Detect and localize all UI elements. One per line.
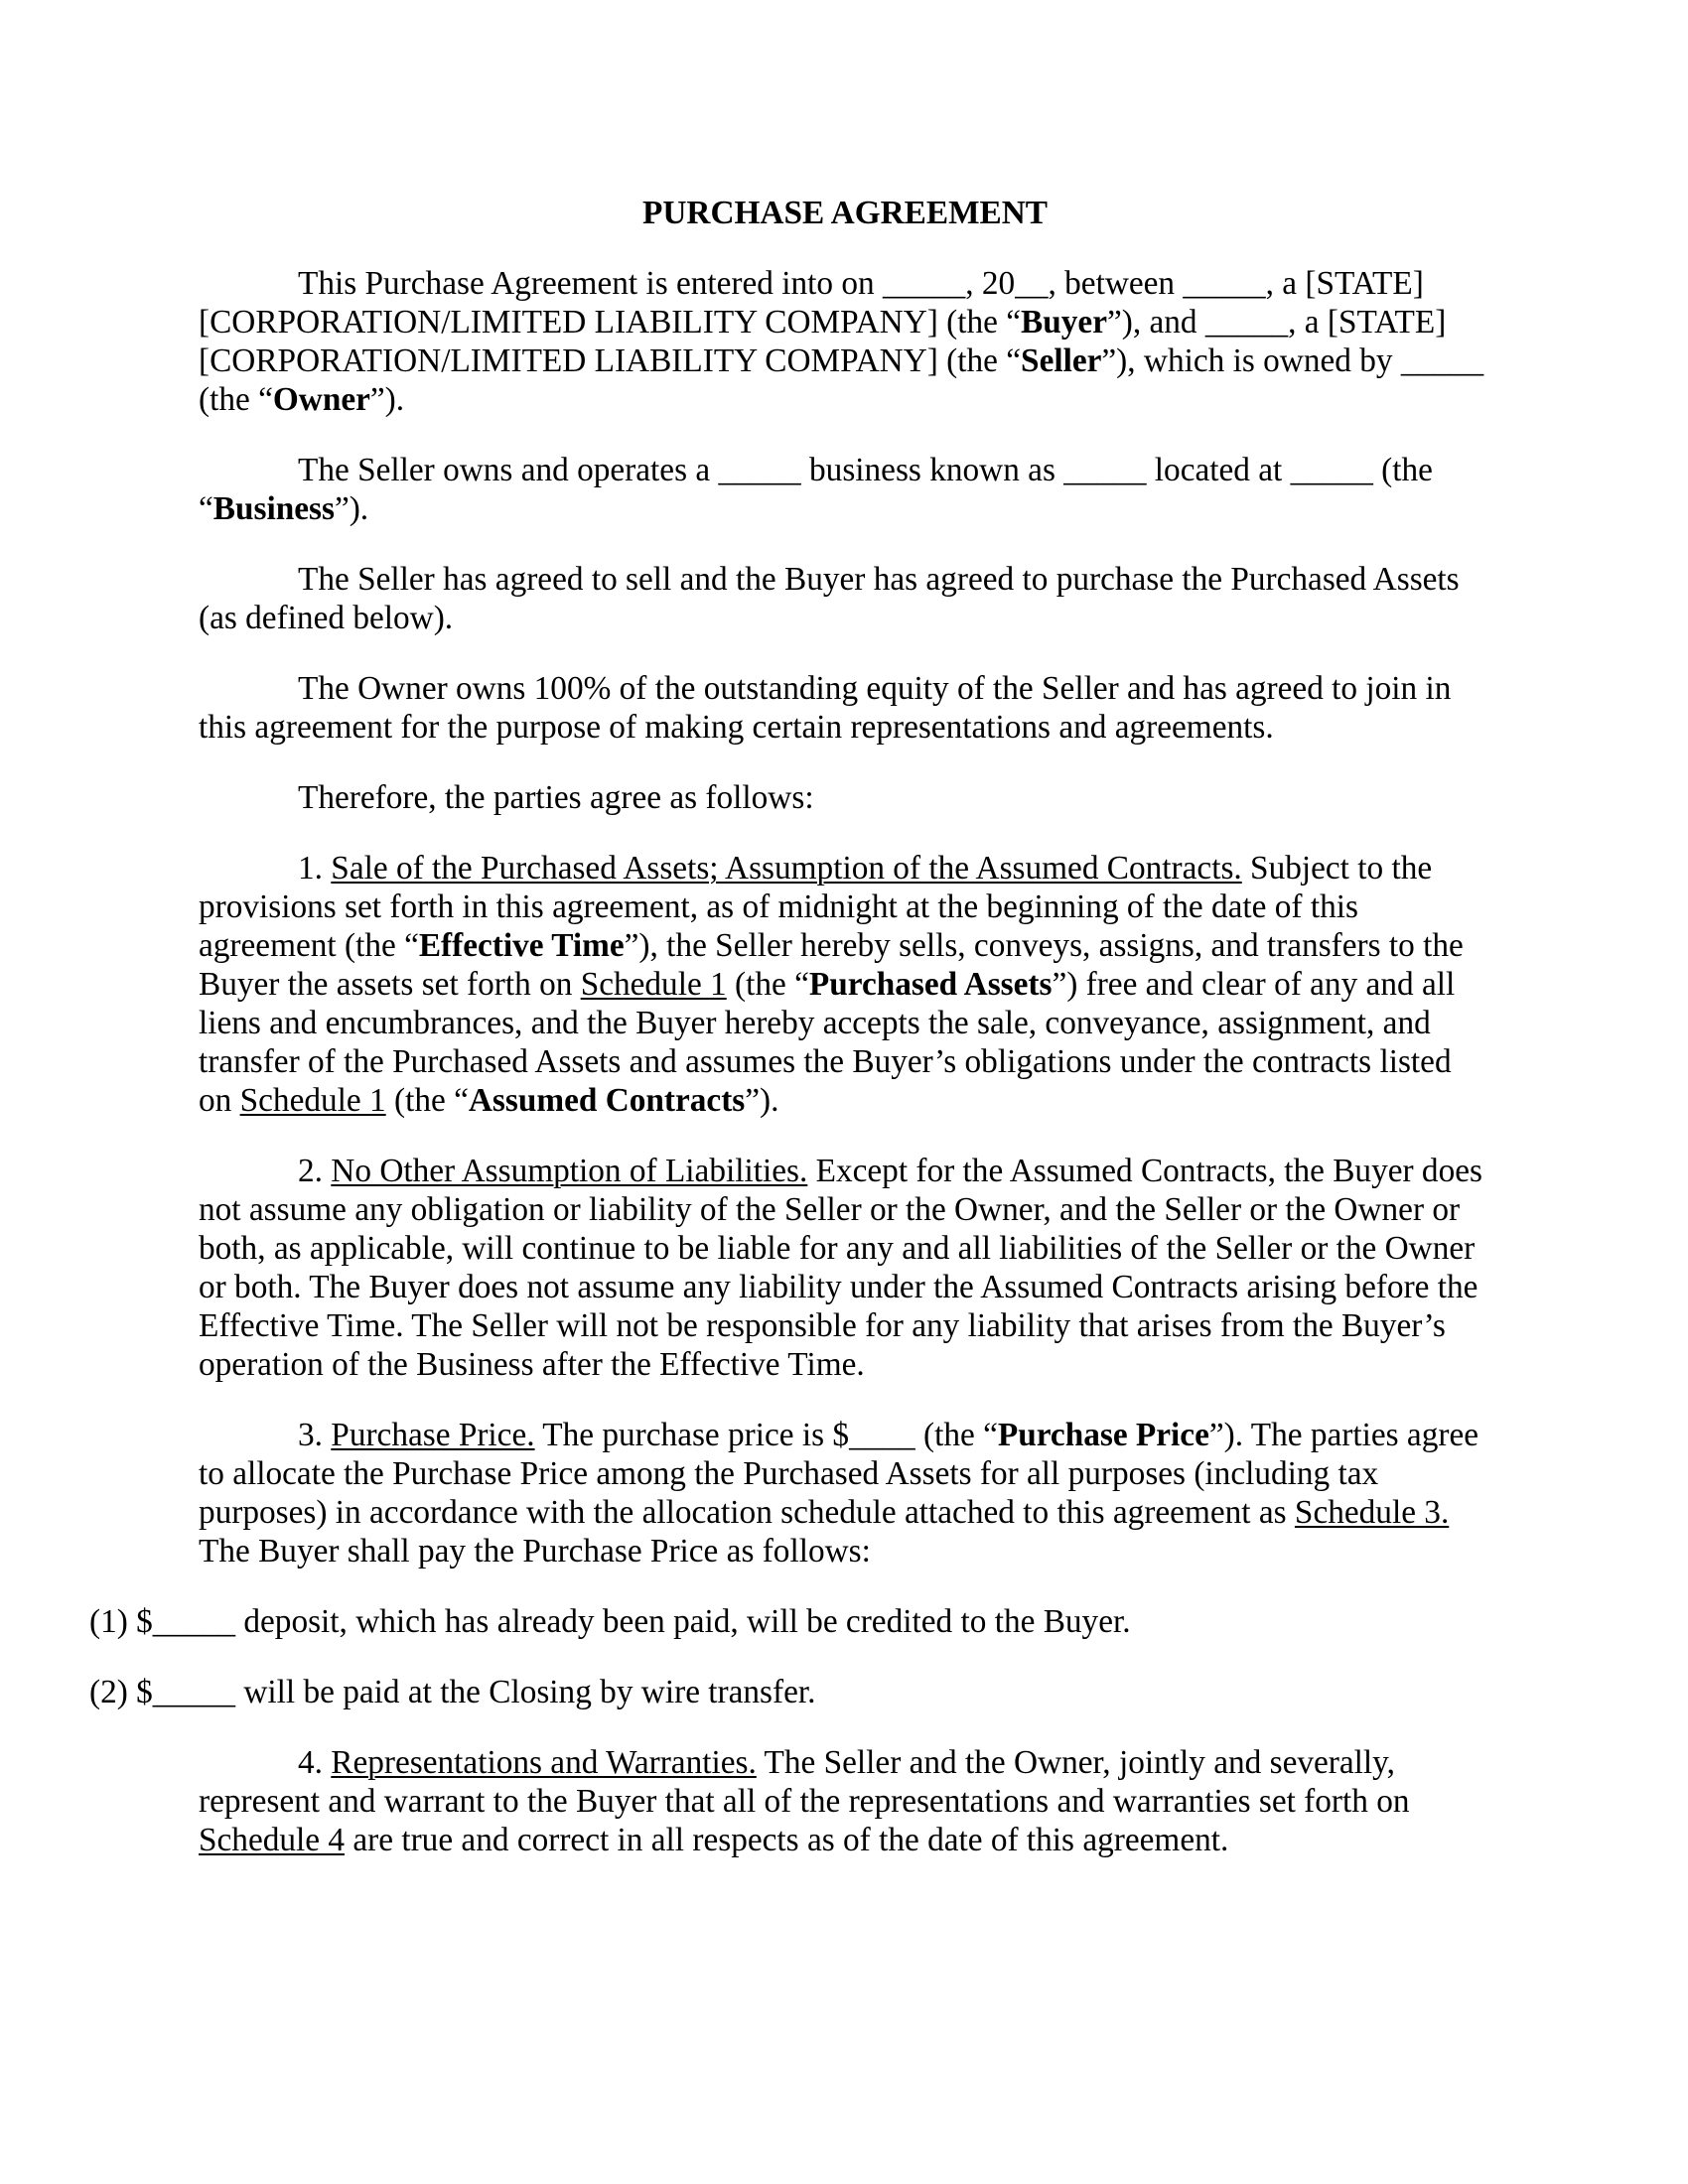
text-run: are true and correct in all respects as of the date of this agreement. xyxy=(345,1822,1229,1858)
text-run: The purchase price is $____ (the “ xyxy=(534,1417,998,1453)
text-run: 2. xyxy=(298,1153,332,1189)
text-run: Except for the Assumed Contracts, the Buyer does not assume any obligation or liability of the Seller or the Owner, and the Seller or the Owner or both, as applicable, will continue to be liable for any and all liabilities of the Seller or the Owner or both. The Buyer does not assume any liability under the Assumed Contracts arising before the Effective Time. The Seller will not be responsible for any liability that arises from the Buyer’s operation of the Business after the Effective Time. xyxy=(199,1153,1482,1383)
paragraph-business-recital xyxy=(199,451,1491,528)
section-1-sale-of-purchased-assets xyxy=(199,849,1491,1120)
paragraph-owner-recital xyxy=(199,669,1491,747)
text-run: (the “ xyxy=(726,966,809,1003)
text-run: ”). The parties agree to allocate the Purchase Price among the Purchased Assets for all purposes (including tax purposes) in accordance with the allocation schedule attached to this agreement as xyxy=(199,1417,1478,1531)
text-run: 3. xyxy=(298,1417,332,1453)
underlined-heading: Schedule 1 xyxy=(239,1082,386,1119)
defined-term: Buyer xyxy=(1021,304,1107,341)
defined-term: Seller xyxy=(1021,342,1102,379)
text-run: The Seller owns and operates a _____ business known as _____ located at _____ (the “ xyxy=(199,452,1433,527)
underlined-heading: Representations and Warranties. xyxy=(331,1744,757,1781)
text-run: ”). xyxy=(745,1082,779,1119)
text-run: Subject to the provisions set forth in this agreement, as of midnight at the beginning of the date of this agreement (the “ xyxy=(199,850,1433,964)
document-title: PURCHASE AGREEMENT xyxy=(642,195,1048,231)
text-run: (1) $_____ deposit, which has already been paid, will be credited to the Buyer. xyxy=(89,1603,1131,1640)
text-run: This Purchase Agreement is entered into on _____, 20__, between _____, a [STATE] [CORPORATION/LIMITED LIABILITY COMPANY] (the “ xyxy=(199,265,1424,341)
defined-term: Assumed Contracts xyxy=(468,1082,746,1119)
text-run: (the “ xyxy=(385,1082,469,1119)
defined-term: Effective Time xyxy=(418,927,625,964)
paragraph-therefore xyxy=(199,778,1491,817)
text-run: ”), and _____, a [STATE] [CORPORATION/LIMITED LIABILITY COMPANY] (the “ xyxy=(199,304,1447,379)
text-run: The Seller has agreed to sell and the Buyer has agreed to purchase the Purchased Assets (as defined below). xyxy=(199,561,1460,636)
underlined-heading: No Other Assumption of Liabilities. xyxy=(331,1153,808,1189)
text-run: The Buyer shall pay the Purchase Price as follows: xyxy=(199,1533,871,1570)
section-3-purchase-price xyxy=(199,1416,1491,1570)
paragraph-intro xyxy=(199,264,1491,419)
text-run: 1. xyxy=(298,850,332,887)
underlined-heading: Schedule 3. xyxy=(1294,1494,1450,1531)
defined-term: Purchase Price xyxy=(997,1417,1209,1453)
text-run: The Owner owns 100% of the outstanding equity of the Seller and has agreed to join in this agreement for the purpose of making certain representations and agreements. xyxy=(199,670,1452,746)
paragraph-sale-recital xyxy=(199,560,1491,637)
text-run: 4. xyxy=(298,1744,332,1781)
payment-item-2-wire-transfer xyxy=(89,1673,1491,1711)
text-run: (2) $_____ will be paid at the Closing by wire transfer. xyxy=(89,1674,816,1710)
text-run: ”). xyxy=(334,490,369,527)
defined-term: Purchased Assets xyxy=(808,966,1053,1003)
underlined-heading: Schedule 1 xyxy=(580,966,727,1003)
underlined-heading: Purchase Price. xyxy=(331,1417,535,1453)
underlined-heading: Sale of the Purchased Assets; Assumption of the Assumed Contracts. xyxy=(331,850,1242,887)
payment-item-1-deposit xyxy=(89,1602,1491,1641)
text-run: ”), the Seller hereby sells, conveys, assigns, and transfers to the Buyer the assets set forth on xyxy=(199,927,1464,1003)
defined-term: Business xyxy=(212,490,335,527)
text-run: ”) free and clear of any and all liens and encumbrances, and the Buyer hereby accepts the sale, conveyance, assignment, and transfer of the Purchased Assets and assumes the Buyer’s obligations under the contracts listed on xyxy=(199,966,1456,1119)
defined-term: Owner xyxy=(272,381,370,418)
text-run: ”), which is owned by _____ (the “ xyxy=(199,342,1484,418)
section-2-no-other-assumption-of-liabilities xyxy=(199,1152,1491,1384)
underlined-heading: Schedule 4 xyxy=(199,1822,346,1858)
text-run: The Seller and the Owner, jointly and severally, represent and warrant to the Buyer that all of the representations and warranties set forth on xyxy=(199,1744,1410,1820)
section-4-representations-and-warranties xyxy=(199,1743,1491,1859)
text-run: Therefore, the parties agree as follows: xyxy=(298,779,814,816)
text-run: ”). xyxy=(369,381,405,418)
